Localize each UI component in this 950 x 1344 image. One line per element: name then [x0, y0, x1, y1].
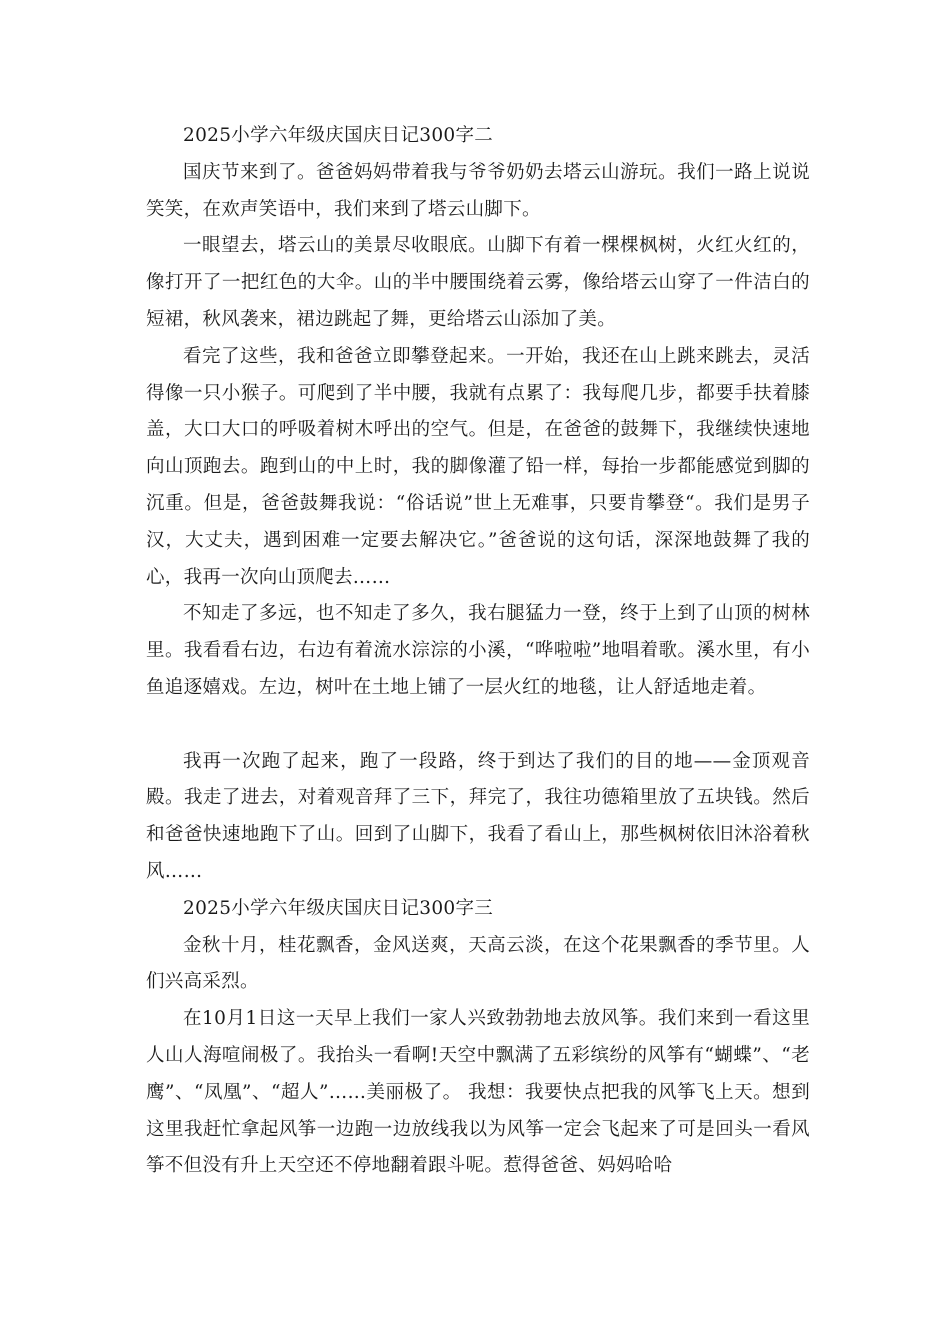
paragraph: 金秋十月，桂花飘香，金风送爽，天高云淡，在这个花果飘香的季节里。人们兴高采烈。: [146, 934, 810, 993]
paragraph: 国庆节来到了。爸爸妈妈带着我与爷爷奶奶去塔云山游玩。我们一路上说说笑笑，在欢声笑语中，我们来到了塔云山脚下。: [146, 161, 810, 220]
document-body: [146, 118, 810, 1185]
blank-line: [146, 707, 810, 744]
paragraph: 看完了这些，我和爸爸立即攀登起来。一开始，我还在山上跳来跳去，灵活得像一只小猴子。可爬到了半中腰，我就有点累了：我每爬几步，都要手扶着膝盖，大口大口的呼吸着树木呼出的空气。但是，在爸爸的鼓舞下，我继续快速地向山顶跑去。跑到山的中上时，我的脚像灌了铅一样，每抬一步都能感觉到脚的沉重。但是，爸爸鼓舞我说：“俗话说”世上无难事，只要肯攀登“。我们是男子汉，大丈夫，遇到困难一定要去解决它。”爸爸说的这句话，深深地鼓舞了我的心，我再一次向山顶爬去……: [146, 345, 810, 588]
paragraph: 我再一次跑了起来，跑了一段路，终于到达了我们的目的地——金顶观音殿。我走了进去，对着观音拜了三下，拜完了，我往功德箱里放了五块钱。然后和爸爸快速地跑下了山。回到了山脚下，我看了看山上，那些枫树依旧沐浴着秋风……: [146, 750, 810, 882]
section-heading-2: 2025小学六年级庆国庆日记300字二: [183, 125, 494, 146]
paragraph: 在10月1日这一天早上我们一家人兴致勃勃地去放风筝。我们来到一看这里人山人海喧闹极了。我抬头一看啊!天空中飘满了五彩缤纷的风筝有“蝴蝶”、“老鹰”、“凤凰”、“超人”……美丽极了。 我想：我要快点把我的风筝飞上天。想到这里我赶忙拿起风筝一边跑一边放线我以为风筝一定会飞起来了可是回头一看风筝不但没有升上天空还不停地翻着跟斗呢。惹得爸爸、妈妈哈哈: [146, 1008, 810, 1177]
paragraph: 一眼望去，塔云山的美景尽收眼底。山脚下有着一棵棵枫树，火红火红的，像打开了一把红色的大伞。山的半中腰围绕着云雾，像给塔云山穿了一件洁白的短裙，秋风袭来，裙边跳起了舞，更给塔云山添加了美。: [146, 235, 810, 330]
paragraph: 不知走了多远，也不知走了多久，我右腿猛力一登，终于上到了山顶的树林里。我看看右边，右边有着流水淙淙的小溪，“哗啦啦”地唱着歌。溪水里，有小鱼追逐嬉戏。左边，树叶在土地上铺了一层火红的地毯，让人舒适地走着。: [146, 603, 810, 698]
section-heading-3: 2025小学六年级庆国庆日记300字三: [183, 897, 494, 919]
